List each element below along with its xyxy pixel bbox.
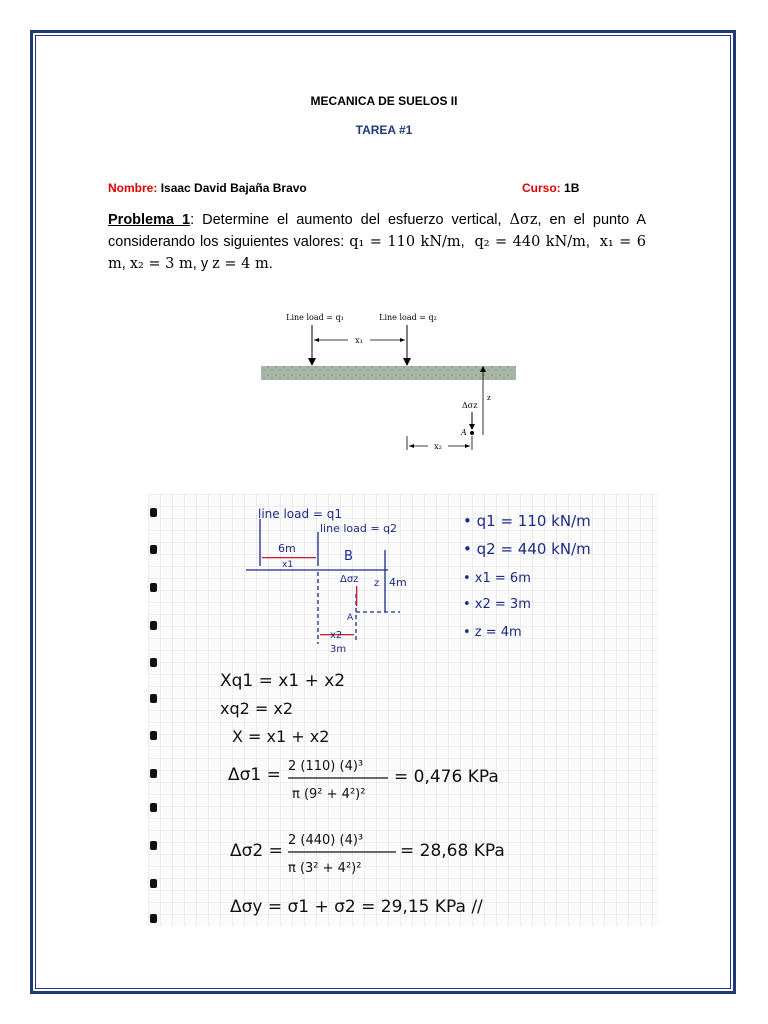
dsigma-label: Δσz <box>462 401 478 410</box>
handwritten-solution <box>148 494 658 926</box>
calc1-lhs: Δσ1 = <box>228 765 281 785</box>
problem-q2: q₂ = 440 kN/m <box>474 234 586 250</box>
x1-label: x₁ <box>355 336 363 345</box>
given-x1: • x1 = 6m <box>463 571 531 586</box>
sketch-6m: 6m <box>278 542 296 555</box>
sketch-b: B <box>344 549 353 564</box>
sketch-z: z <box>374 578 380 589</box>
calc1-numerator: 2 (110) (4)³ <box>288 759 364 774</box>
point-a-label: A <box>461 428 467 437</box>
eq-xq2: xq2 = x2 <box>220 699 294 718</box>
calc1-result: = 0,476 KPa <box>394 767 499 787</box>
calc2-denominator: π (3² + 4²)² <box>288 861 362 876</box>
calc2-result: = 28,68 KPa <box>400 841 505 861</box>
sketch-x2: x2 <box>330 630 343 641</box>
given-z: • z = 4m <box>463 625 522 640</box>
load1-label: Line load = q₁ <box>286 313 344 322</box>
given-x2: • x2 = 3m <box>463 597 531 612</box>
sketch-3m: 3m <box>330 644 347 655</box>
problem-delta: Δσz <box>509 212 538 228</box>
z-label: z <box>487 394 491 402</box>
sketch-a: A <box>347 613 354 623</box>
course-value: 1B <box>564 181 580 195</box>
calc1-denominator: π (9² + 4²)² <box>292 787 366 802</box>
name-value: Isaac David Bajaña Bravo <box>160 181 307 195</box>
student-name-line <box>108 181 307 195</box>
load1-arrow <box>308 358 316 366</box>
eq-xq1: Xq1 = x1 + x2 <box>220 671 346 691</box>
eq-x: X = x1 + x2 <box>232 727 330 746</box>
problem-text-2: , en el punto A considerando los siguientes valores: <box>108 212 647 250</box>
problem-q1: q₁ = 110 kN/m <box>349 234 461 250</box>
load2-label: Line load = q₂ <box>379 313 437 322</box>
calc2-lhs: Δσ2 = <box>230 841 283 861</box>
course-label: Curso: <box>522 181 561 195</box>
given-q2: • q2 = 440 kN/m <box>463 540 591 558</box>
calc2-numerator: 2 (440) (4)³ <box>288 833 364 848</box>
line-load-figure <box>250 300 530 460</box>
load2-arrow <box>403 358 411 366</box>
problem-x1: x₁ = 6 m <box>108 234 647 272</box>
sketch-dsigma: Δσz <box>340 574 359 585</box>
course-line <box>522 181 579 195</box>
problem-x2: x₂ = 3 m <box>129 256 193 272</box>
problem-and: y <box>200 256 209 272</box>
problem-statement: Problema 1: Determine el aumento del esfuerzo vertical, Δσz, en el punto A considerando los siguientes valores: q₁ = 110 kN/m, q₂ = 440 kN/m, x₁ = 6 m, x₂ = 3 m, y z = 4 m. <box>108 212 647 272</box>
problem-heading: Problema 1 <box>108 212 191 228</box>
point-a <box>470 431 474 435</box>
sketch-load1-label: line load = q1 <box>258 507 343 521</box>
document-subtitle: TAREA #1 <box>355 123 413 137</box>
problem-end: . <box>268 256 273 272</box>
ground-surface <box>261 366 516 380</box>
given-q1: • q1 = 110 kN/m <box>463 512 591 530</box>
sketch-x1: x1 <box>282 560 294 570</box>
sketch-load2-label: line load = q2 <box>320 522 398 535</box>
name-label: Nombre: <box>108 181 158 195</box>
sketch-4m: 4m <box>389 576 407 589</box>
document-title: MECANICA DE SUELOS II <box>310 94 458 108</box>
problem-z: z = 4 m <box>212 256 269 272</box>
problem-text-1: : Determine el aumento del esfuerzo vertical, <box>190 212 510 228</box>
total-result: Δσy = σ1 + σ2 = 29,15 KPa // <box>230 897 483 917</box>
x2-label: x₂ <box>434 442 442 451</box>
